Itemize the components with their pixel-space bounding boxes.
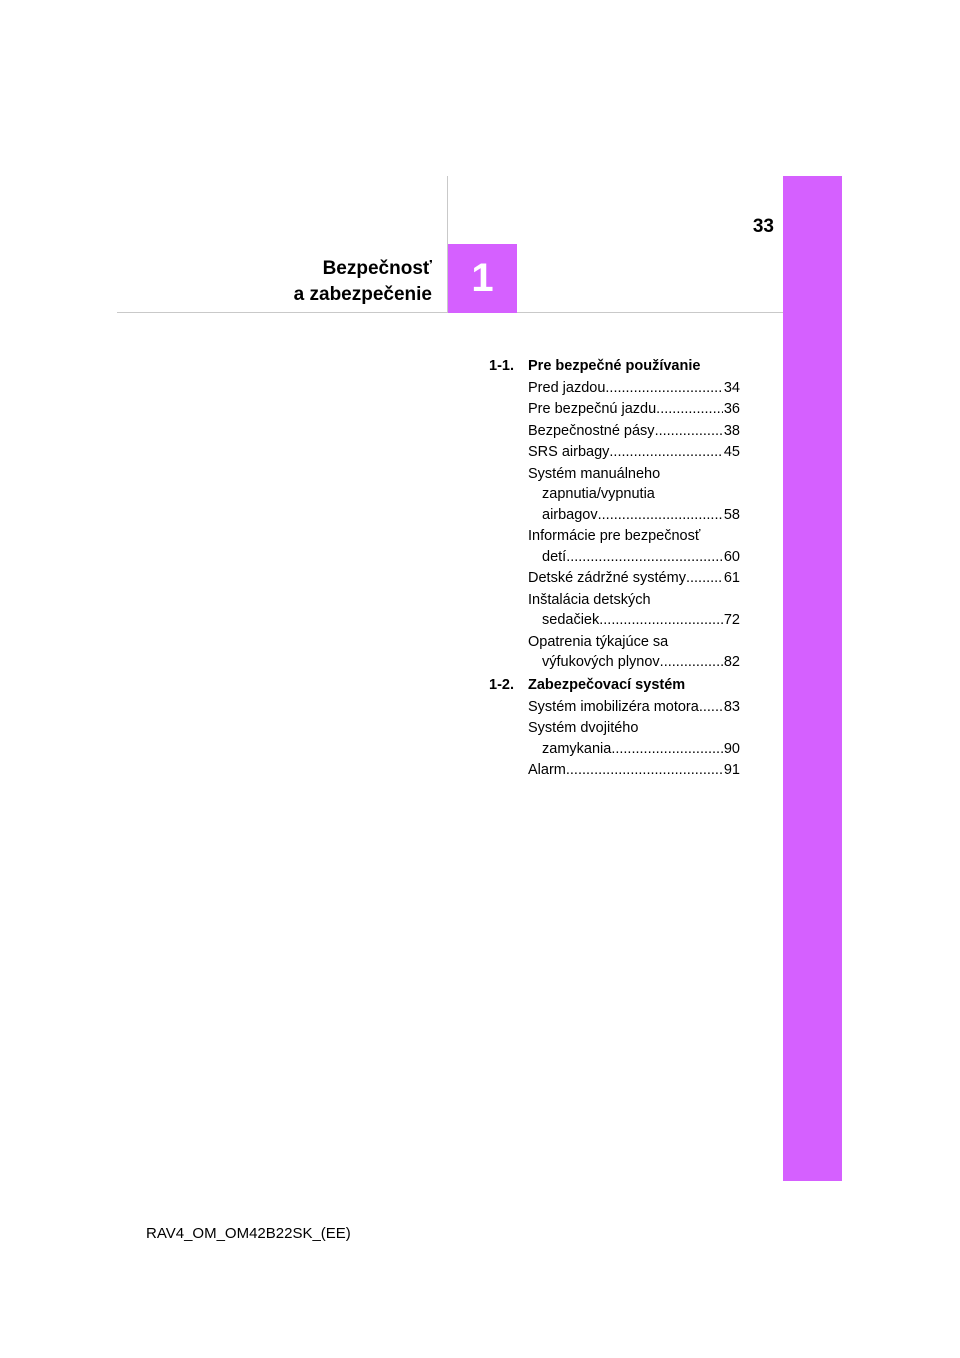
section-title: Zabezpečovací systém xyxy=(528,677,686,694)
toc-item-text: Bezpečnostné pásy xyxy=(528,422,655,439)
leader-dots xyxy=(566,760,723,781)
toc-item-pred-jazdou[interactable] xyxy=(528,378,740,399)
toc-item-system-imobilizera[interactable] xyxy=(528,697,740,718)
page-number: 33 xyxy=(752,216,774,237)
leader-dots xyxy=(598,505,723,526)
leader-dots xyxy=(699,697,723,718)
leader-dots xyxy=(566,547,723,568)
toc-item-system-manualneho-zapnutia[interactable] xyxy=(528,464,740,526)
toc-item-page: 34 xyxy=(723,379,740,396)
chapter-title xyxy=(150,256,432,308)
toc-item-system-dvojiteho-zamykania[interactable] xyxy=(528,718,740,759)
toc-item-text-cont: sedačiek xyxy=(542,612,600,629)
chapter-tab-bar xyxy=(783,176,842,1181)
toc-item-page: 83 xyxy=(723,698,740,715)
chapter-number-box xyxy=(448,244,517,313)
toc-item-informacie-pre-bezpecnost-deti[interactable] xyxy=(528,526,740,567)
section-number: 1-2. xyxy=(489,677,514,694)
toc-item-page: 38 xyxy=(723,422,740,439)
leader-dots xyxy=(660,652,723,673)
toc-item-bezpecnostne-pasy[interactable] xyxy=(528,421,740,442)
leader-dots xyxy=(686,568,723,589)
toc-item-pre-bezpecnu-jazdu[interactable] xyxy=(528,399,740,420)
toc-item-instalacia-detskych-sedaciek[interactable] xyxy=(528,590,740,631)
toc-item-text: Opatrenia týkajúce sa xyxy=(528,633,669,650)
section-number: 1-1. xyxy=(489,358,514,374)
toc-item-detske-zadrzne-systemy[interactable] xyxy=(528,568,740,589)
table-of-contents xyxy=(489,356,740,782)
leader-dots xyxy=(609,442,722,463)
toc-item-text-cont: výfukových plynov xyxy=(542,654,660,671)
leader-dots xyxy=(655,421,723,442)
toc-item-page: 36 xyxy=(723,401,740,418)
toc-item-text: SRS airbagy xyxy=(528,444,610,461)
toc-item-text: Systém imobilizéra motora xyxy=(528,698,699,715)
toc-item-text: Detské zádržné systémy xyxy=(528,570,686,587)
toc-item-page: 72 xyxy=(723,612,740,629)
toc-item-srs-airbagy[interactable] xyxy=(528,442,740,463)
toc-item-page: 90 xyxy=(723,740,740,757)
section-title: Pre bezpečné používanie xyxy=(528,358,701,374)
toc-item-text: Pre bezpečnú jazdu xyxy=(528,401,657,418)
toc-item-opatrenia-vyfukovych-plynov[interactable] xyxy=(528,632,740,673)
toc-item-text-cont: zamykania xyxy=(542,740,612,757)
toc-item-page: 45 xyxy=(723,444,740,461)
chapter-title-line2: a zabezpečenie xyxy=(293,284,432,305)
leader-dots xyxy=(605,378,722,399)
toc-item-text-cont: detí xyxy=(542,548,567,565)
toc-item-alarm[interactable] xyxy=(528,760,740,781)
toc-section-1-2[interactable] xyxy=(489,675,740,696)
chapter-number: 1 xyxy=(471,256,494,300)
toc-item-page: 61 xyxy=(723,570,740,587)
toc-item-text-cont: airbagov xyxy=(542,506,598,523)
toc-item-page: 60 xyxy=(723,548,740,565)
document-code: RAV4_OM_OM42B22SK_(EE) xyxy=(146,1225,351,1242)
toc-item-page: 58 xyxy=(723,506,740,523)
toc-item-page: 91 xyxy=(723,762,740,779)
leader-dots xyxy=(656,399,723,420)
toc-item-page: 82 xyxy=(723,654,740,671)
chapter-title-line1: Bezpečnosť xyxy=(322,258,432,279)
leader-dots xyxy=(599,610,723,631)
toc-item-text: Pred jazdou xyxy=(528,379,606,396)
toc-section-1-1[interactable] xyxy=(489,356,740,377)
toc-item-text: Systém manuálneho xyxy=(528,465,661,482)
toc-item-text: Informácie pre bezpečnosť xyxy=(528,528,701,545)
toc-item-text: Inštalácia detských xyxy=(528,591,651,608)
toc-item-text: Alarm xyxy=(528,762,566,779)
leader-dots xyxy=(611,739,723,760)
toc-item-text-cont: zapnutia/vypnutia xyxy=(542,486,655,503)
toc-item-text: Systém dvojitého xyxy=(528,720,639,737)
